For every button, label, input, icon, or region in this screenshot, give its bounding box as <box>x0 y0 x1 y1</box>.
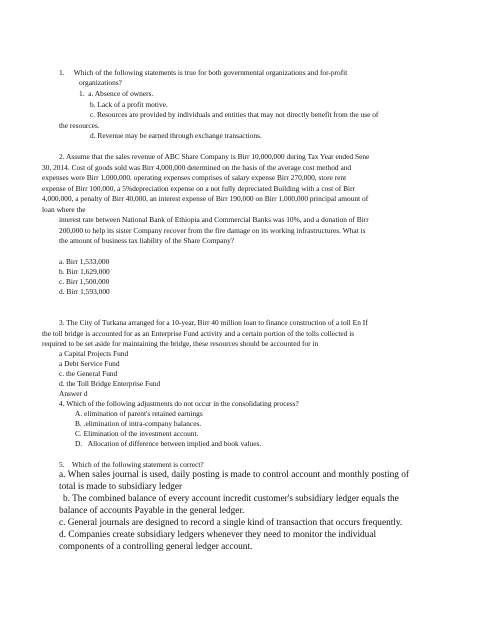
q2-stem-line-4: expense of Birr 100,000, a 5%depreciation expense on a not fully depreciated Building with a cost of Birr <box>42 184 355 193</box>
q3-option-d: d. the Toll Bridge Enterprise Fund <box>59 379 161 388</box>
q2-option-b: b. Birr 1,629,000 <box>59 267 110 276</box>
q2-stem-line-9: the amount of business tax liability of the Share Company? <box>59 236 235 245</box>
q2-stem-line-6: loan where the <box>42 205 86 214</box>
q3-option-c: c. the General Fund <box>59 369 118 378</box>
q5-stem-line-1: 5. Which of the following statement is correct? <box>59 460 204 469</box>
q3-stem-line-3: required to be set aside for maintaining the bridge, these resources should be accounted for in <box>42 339 319 348</box>
q4-stem-line-1: 4. Which of the following adjustments do not occur in the consolidating process? <box>59 399 299 408</box>
q5-option-c: c. General journals are designed to record a single kind of transaction that occurs frequently. <box>59 518 403 528</box>
q3-option-a: a Capital Projects Fund <box>59 349 129 358</box>
q5-option-a-line-2: total is made to subsidiary ledger <box>59 482 183 492</box>
q1-stem-line-1: 1. Which of the following statements is true for both governmental organizations and for-profit <box>59 68 348 77</box>
q3-answer: Answer d <box>59 389 88 398</box>
q1-option-b: b. Lack of a profit motive. <box>90 100 168 109</box>
q5-option-b-line-2: balance of accounts Payable in the general ledger. <box>59 506 245 516</box>
q4-option-b: B. .elimination of intra-company balances. <box>75 419 202 428</box>
q5-option-a-line-1: a. When sales journal is used, daily posting is made to control account and monthly posting of <box>59 470 409 480</box>
q2-stem-line-2: 30, 2014. Cost of goods sold was Birr 4,000,000 determined on the basis of the average cost method and <box>42 163 352 172</box>
q2-option-a: a. Birr 1,533,000 <box>59 257 110 266</box>
q1-option-c-line-1: c. Resources are provided by individuals and entities that may not directly benefit from the use of <box>90 110 379 119</box>
q5-option-d-line-2: components of a controlling general ledger account. <box>59 542 253 552</box>
q2-option-d: d. Birr 1,593,000 <box>59 287 110 296</box>
q2-stem-line-8: 200,000 to help its sister Company recover from the fire damage on its working infrastructures. What is <box>59 226 366 235</box>
q2-stem-line-1: 2. Assume that the sales revenue of ABC Share Company is Birr 10,000,000 during Tax Year ended Sene <box>59 152 370 161</box>
q1-option-a: 1. a. Absence of owners. <box>79 89 154 98</box>
q1-stem-line-2: organizations? <box>79 78 122 87</box>
q2-stem-line-7: interest rate between National Bank of Ethiopia and Commercial Banks was 10%, and a donation of Birr <box>59 215 369 224</box>
q3-stem-line-1: 3. The City of Turkana arranged for a 10-year, Birr 40 million loan to finance construction of a toll En If <box>59 318 368 327</box>
q3-option-b: a Debt Service Fund <box>59 359 120 368</box>
q3-stem-line-2: the toll bridge is accounted for as an Enterprise Fund activity and a certain portion of the tolls collected is <box>42 329 355 338</box>
q2-stem-line-5: 4,000,000, a penalty of Birr 40,000, an interest expense of Birr 190,000 on Birr 1,000,000 principal amount of <box>42 194 369 203</box>
q5-option-b-line-1: b. The combined balance of every account incredit customer's subsidiary ledger equals the <box>63 494 399 504</box>
q4-option-a: A. elimination of parent's retained earnings <box>75 409 203 418</box>
q2-stem-line-3: expenses were Birr 1,000,000. operating expenses comprises of salary expense Birr 270,000, store rent <box>42 173 347 182</box>
q5-option-d-line-1: d. Companies create subsidiary ledgers whenever they need to monitor the individual <box>59 530 377 540</box>
q4-option-d: D. Allocation of difference between implied and book values. <box>75 439 262 448</box>
q2-option-c: c. Birr 1,500,000 <box>59 277 110 286</box>
q1-option-c-line-2: the resources. <box>59 121 100 130</box>
q1-option-d: d. Revenue may be earned through exchange transactions. <box>90 131 262 140</box>
q4-option-c: C. Elimination of the investment account. <box>75 429 199 438</box>
